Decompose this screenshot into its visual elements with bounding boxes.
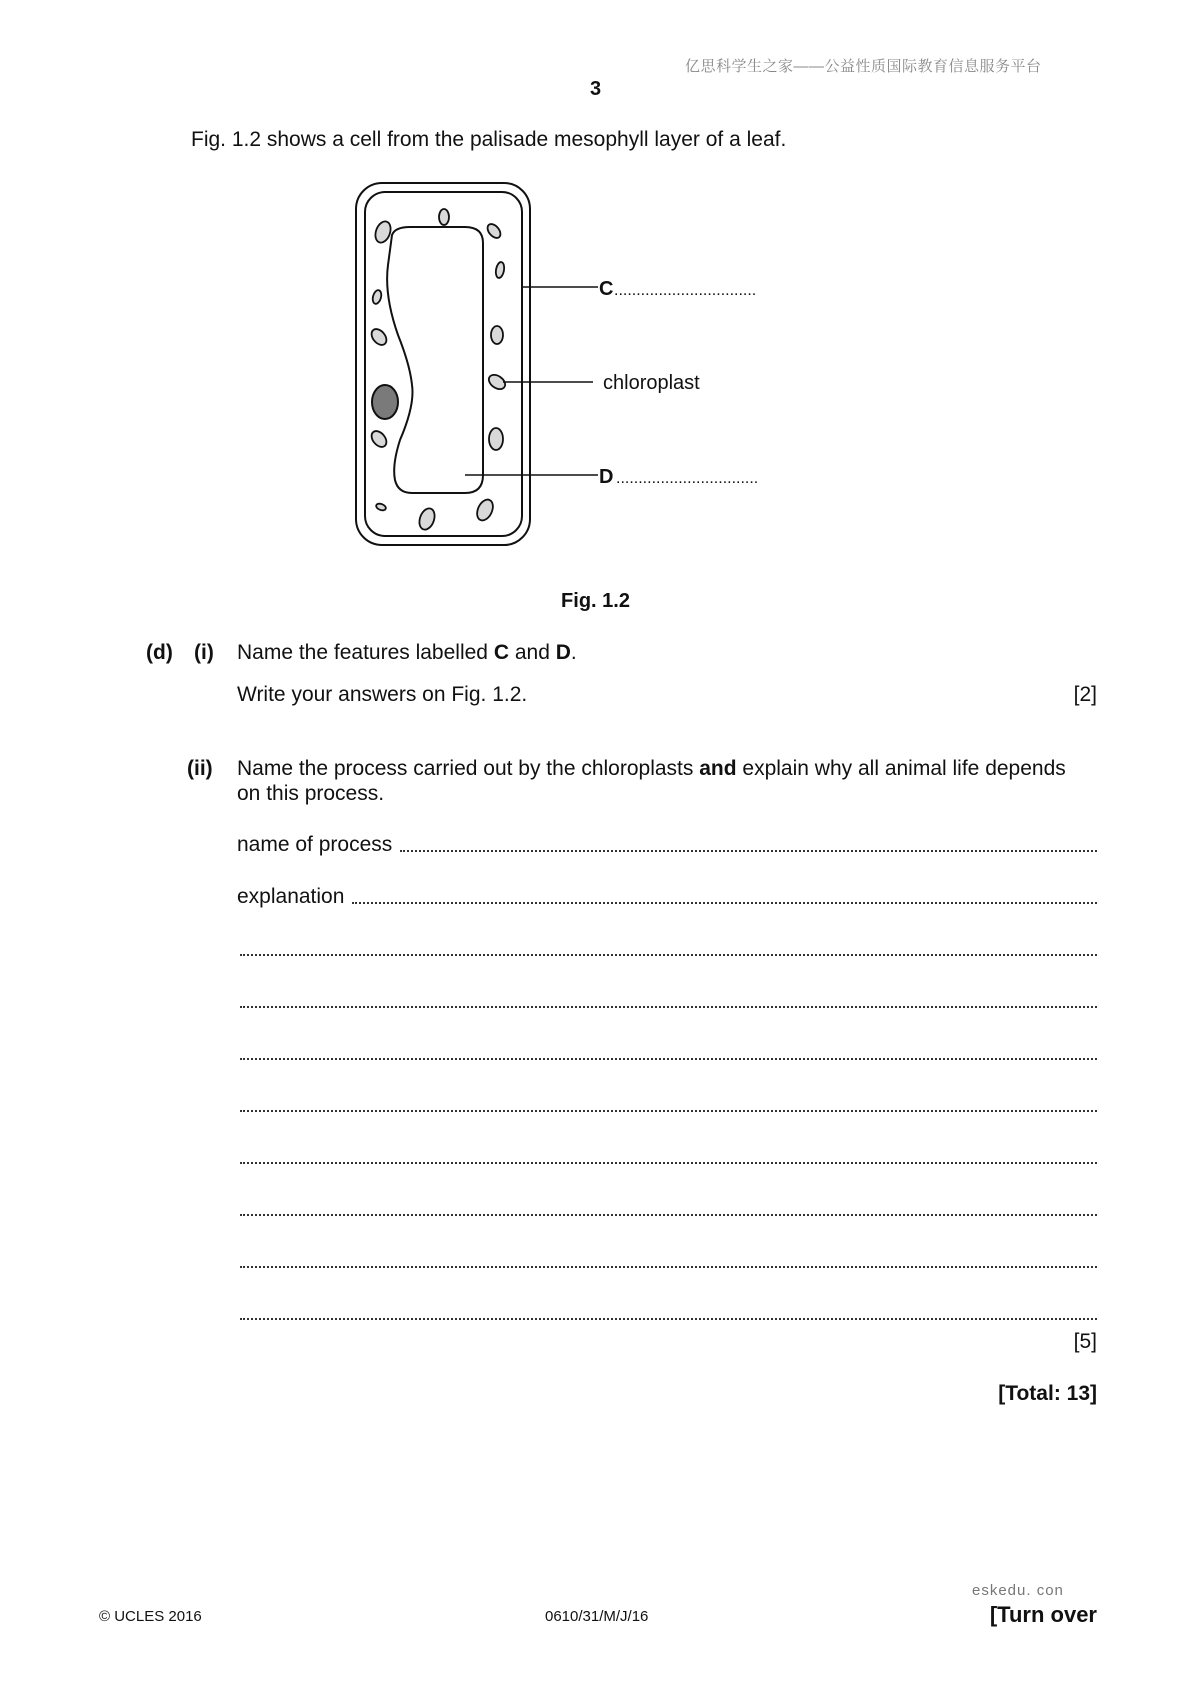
label-d: D — [599, 466, 614, 488]
sub-i-bold-c: C — [493, 641, 509, 664]
figure-caption: Fig. 1.2 — [561, 590, 630, 612]
label-chloroplast: chloroplast — [603, 372, 700, 394]
sub-i-question — [237, 641, 577, 665]
answer-line[interactable] — [240, 1006, 1097, 1008]
vacuole — [387, 227, 483, 493]
sub-i-instruction: Write your answers on Fig. 1.2. — [237, 683, 528, 706]
palisade-cell-figure — [340, 175, 860, 565]
chloroplast-5 — [371, 289, 382, 305]
name-of-process-row[interactable] — [237, 833, 1097, 857]
answer-line[interactable] — [240, 1214, 1097, 1216]
footer-code: 0610/31/M/J/16 — [545, 1608, 649, 1625]
cell-membrane — [365, 192, 522, 536]
sub-i-marks: [2] — [1073, 683, 1097, 706]
part-d-label: (d) — [146, 641, 173, 664]
sub-i-bold-d: D — [555, 641, 571, 664]
label-c: C — [599, 278, 614, 300]
nucleus — [372, 385, 398, 419]
chloroplast-13 — [474, 497, 496, 523]
answer-line[interactable] — [240, 1318, 1097, 1320]
chloroplast-10 — [489, 428, 503, 450]
footer-copyright: © UCLES 2016 — [99, 1608, 202, 1625]
turn-over: [Turn over — [989, 1602, 1097, 1627]
answer-line[interactable] — [240, 1266, 1097, 1268]
sub-ii-text-before: Name the process carried out by the chloroplasts — [237, 757, 700, 780]
chloroplast-1 — [439, 209, 449, 225]
page-number: 3 — [589, 78, 602, 100]
chloroplast-12 — [417, 506, 438, 531]
sub-i-text-before: Name the features labelled — [237, 641, 494, 664]
intro-text: Fig. 1.2 shows a cell from the palisade mesophyll layer of a leaf. — [191, 128, 787, 151]
answer-line[interactable] — [240, 954, 1097, 956]
sub-i-text-end: . — [570, 641, 577, 664]
label-c-answer[interactable]: ................................ — [614, 282, 757, 299]
sub-i-label: (i) — [194, 641, 214, 664]
sub-ii-text-after: explain why all animal life depends — [736, 757, 1066, 780]
sub-ii-marks: [5] — [1073, 1330, 1097, 1353]
name-of-process-answer-line[interactable] — [400, 849, 1097, 852]
chloroplast-9 — [369, 428, 390, 450]
chloroplast-4 — [495, 261, 506, 278]
sub-ii-question — [237, 757, 1097, 781]
label-d-answer[interactable]: ................................ — [616, 470, 759, 487]
chloroplast-11 — [375, 502, 386, 511]
answer-line[interactable] — [240, 1110, 1097, 1112]
footer-watermark: eskedu. con — [972, 1582, 1064, 1599]
sub-ii-question-line2: on this process. — [237, 782, 385, 805]
answer-line[interactable] — [240, 1058, 1097, 1060]
chloroplast-7 — [369, 326, 390, 348]
explanation-label: explanation — [237, 885, 345, 908]
answer-line[interactable] — [240, 1162, 1097, 1164]
question-total: [Total: 13] — [998, 1382, 1097, 1405]
chloroplast-6 — [491, 326, 503, 344]
explanation-row[interactable] — [237, 885, 1097, 909]
name-of-process-label: name of process — [237, 833, 393, 856]
header-watermark: 亿思科学生之家——公益性质国际教育信息服务平台 — [685, 58, 1042, 75]
sub-ii-label: (ii) — [187, 757, 213, 780]
sub-ii-bold-and: and — [699, 757, 737, 780]
sub-i-text-mid: and — [509, 641, 556, 664]
chloroplast-3 — [485, 222, 503, 241]
explanation-answer-line[interactable] — [352, 901, 1097, 904]
